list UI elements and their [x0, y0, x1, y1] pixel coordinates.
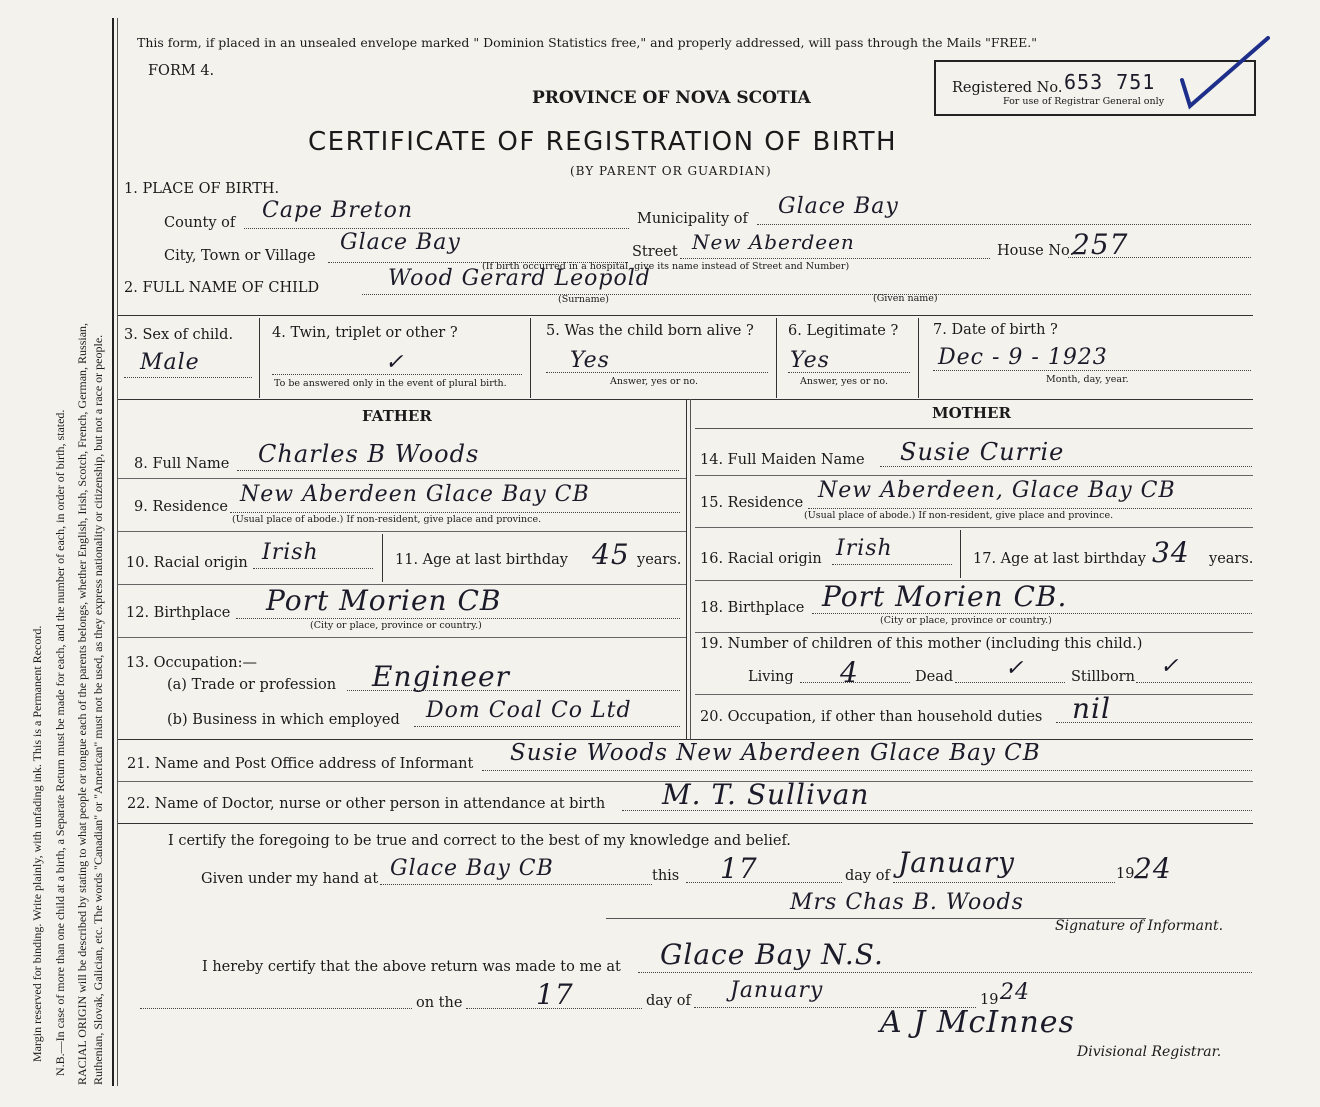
registered-number: 653 751	[1064, 70, 1156, 94]
mother-birthplace-line	[812, 613, 1252, 614]
return-year-prefix: 19	[980, 992, 999, 1008]
day-of-label: day of	[845, 868, 890, 884]
father-name-line	[237, 470, 679, 471]
rule-m19	[695, 694, 1253, 695]
mother-name-value: Susie Currie	[900, 438, 1065, 466]
alive-note: Answer, yes or no.	[610, 376, 699, 387]
county-value: Cape Breton	[262, 198, 414, 223]
stillborn-value: ✓	[1160, 654, 1180, 679]
mother-age-value: 34	[1152, 536, 1190, 569]
stillborn-label: Stillborn	[1071, 669, 1135, 685]
mother-occupation-value: nil	[1072, 692, 1111, 725]
surname-note: (Surname)	[558, 294, 609, 305]
father-years-label: years.	[637, 552, 682, 568]
return-day-of-label: day of	[646, 993, 691, 1009]
dob-note: Month, day, year.	[1046, 374, 1129, 385]
county-line	[244, 228, 629, 229]
father-age-label: 11. Age at last birthday	[395, 552, 568, 568]
child-name-line	[362, 294, 1251, 295]
rule-f8	[118, 478, 686, 479]
divider-m16	[960, 530, 961, 578]
mother-occupation-label: 20. Occupation, if other than household duties	[700, 709, 1043, 725]
sex-value: Male	[140, 350, 200, 375]
registered-label: Registered No.	[952, 80, 1063, 96]
return-month-value: January	[730, 978, 824, 1003]
father-birthplace-note: (City or place, province or country.)	[310, 620, 482, 631]
margin-note-2: N.B.—In case of more than one child at a birth, a Separate Return must be made for each, and the number of each, in order of birth, stated.	[53, 409, 67, 1076]
father-birthplace-line	[236, 618, 680, 619]
mother-years-label: years.	[1209, 551, 1254, 567]
return-day-value: 17	[536, 978, 574, 1011]
city-label: City, Town or Village	[164, 248, 316, 264]
day-value: 17	[720, 852, 758, 885]
municipality-label: Municipality of	[637, 211, 748, 227]
street-line	[680, 258, 990, 259]
given-label: Given under my hand at	[201, 871, 379, 887]
return-place-line	[638, 972, 1252, 973]
given-name-note: (Given name)	[873, 293, 938, 304]
rule-top-grid	[118, 315, 1253, 316]
street-value: New Aberdeen	[692, 230, 855, 254]
father-age-value: 45	[592, 538, 630, 571]
father-trade-value: Engineer	[372, 660, 510, 693]
divider-5	[776, 318, 777, 398]
rule-m14	[695, 475, 1253, 476]
father-name-value: Charles B Woods	[258, 440, 480, 468]
given-place-line	[380, 884, 652, 885]
living-label: Living	[748, 669, 794, 685]
alive-value: Yes	[570, 348, 610, 373]
doctor-label: 22. Name of Doctor, nurse or other person in attendance at birth	[127, 796, 606, 812]
legitimate-value: Yes	[790, 348, 830, 373]
certify-statement: I certify the foregoing to be true and correct to the best of my knowledge and belief.	[168, 833, 791, 849]
on-the-label: on the	[416, 995, 463, 1011]
return-year-value: 24	[1000, 980, 1030, 1005]
twin-label: 4. Twin, triplet or other ?	[272, 325, 458, 341]
divider-4	[530, 318, 531, 398]
signature-label: Signature of Informant.	[1055, 918, 1224, 934]
dob-value: Dec - 9 - 1923	[938, 345, 1108, 370]
day-line	[686, 882, 842, 883]
twin-note: To be answered only in the event of plural birth.	[274, 378, 507, 389]
street-label: Street	[632, 244, 678, 260]
rule-m18	[695, 632, 1253, 633]
municipality-value: Glace Bay	[778, 194, 899, 219]
child-name-value: Wood Gerard Leopold	[388, 266, 651, 291]
dob-label: 7. Date of birth ?	[933, 322, 1058, 338]
mother-racial-line	[832, 564, 952, 565]
check-mark-icon	[1178, 32, 1278, 112]
city-value: Glace Bay	[340, 230, 461, 255]
house-label: House No.	[997, 243, 1075, 259]
binding-rule-inner	[117, 18, 118, 1086]
father-birthplace-label: 12. Birthplace	[126, 605, 231, 621]
hospital-note: (If birth occurred in a hospital, give its name instead of Street and Number)	[482, 261, 850, 272]
margin-note-3: RACIAL ORIGIN will be described by stating to what people or tongue each of the parents belongs, whether English, Irish, Scotch, French, German, Russian,	[75, 322, 89, 1085]
dead-value: ✓	[1005, 656, 1025, 681]
father-residence-label: 9. Residence	[134, 499, 228, 515]
father-business-line	[414, 726, 680, 727]
father-residence-line	[230, 512, 680, 513]
legitimate-line	[788, 372, 910, 373]
month-line	[893, 882, 1115, 883]
year-value: 24	[1134, 852, 1172, 885]
legitimate-note: Answer, yes or no.	[800, 376, 889, 387]
father-name-label: 8. Full Name	[134, 456, 230, 472]
stillborn-line	[1136, 682, 1252, 683]
province-heading: PROVINCE OF NOVA SCOTIA	[532, 88, 811, 108]
county-label: County of	[164, 215, 236, 231]
parents-divider	[686, 399, 687, 739]
twin-value: ✓	[385, 350, 405, 375]
mother-children-label: 19. Number of children of this mother (including this child.)	[700, 636, 1143, 652]
month-value: January	[898, 846, 1015, 879]
mother-residence-note: (Usual place of abode.) If non-resident, give place and province.	[804, 510, 1114, 521]
registrar-label: Divisional Registrar.	[1077, 1044, 1222, 1060]
father-residence-value: New Aberdeen Glace Bay CB	[240, 482, 590, 507]
mother-residence-line	[808, 508, 1252, 509]
sex-label: 3. Sex of child.	[124, 327, 234, 343]
father-occupation-label: 13. Occupation:—	[126, 655, 257, 671]
certificate-subtitle: (BY PARENT OR GUARDIAN)	[570, 164, 772, 178]
informant-signature: Mrs Chas B. Woods	[790, 890, 1024, 915]
mother-birthplace-note: (City or place, province or country.)	[880, 615, 1052, 626]
mother-residence-value: New Aberdeen, Glace Bay CB	[818, 478, 1176, 503]
father-trade-label: (a) Trade or profession	[167, 677, 337, 693]
informant-line	[482, 770, 1252, 771]
return-lead-line	[140, 1008, 412, 1009]
margin-note-1: Margin reserved for binding. Write plainly, with unfading ink. This is a Permanent Record.	[30, 625, 44, 1062]
informant-label: 21. Name and Post Office address of Informant	[127, 756, 474, 772]
divider-6	[918, 318, 919, 398]
rule-mother-heading	[695, 428, 1253, 429]
mother-racial-label: 16. Racial origin	[700, 551, 822, 567]
rule-f12	[118, 637, 686, 638]
dead-label: Dead	[915, 669, 954, 685]
rule-m15	[695, 527, 1253, 528]
divider-3	[259, 318, 260, 398]
mother-birthplace-value: Port Morien CB.	[822, 580, 1068, 613]
father-residence-note: (Usual place of abode.) If non-resident, give place and province.	[232, 514, 542, 525]
form-number: FORM 4.	[148, 63, 215, 79]
informant-value: Susie Woods New Aberdeen Glace Bay CB	[510, 740, 1041, 766]
this-label: this	[652, 868, 680, 884]
dead-line	[955, 682, 1065, 683]
mother-birthplace-label: 18. Birthplace	[700, 600, 805, 616]
registrar-note: For use of Registrar General only	[1003, 96, 1165, 107]
rule-22	[118, 823, 1253, 824]
alive-line	[546, 372, 768, 373]
mother-racial-value: Irish	[836, 536, 893, 561]
father-heading: FATHER	[362, 407, 432, 425]
mother-age-label: 17. Age at last birthday	[973, 551, 1146, 567]
mother-heading: MOTHER	[932, 404, 1011, 422]
father-racial-line	[253, 568, 373, 569]
sex-line	[124, 377, 252, 378]
certificate-title: CERTIFICATE OF REGISTRATION OF BIRTH	[308, 127, 898, 157]
margin-note-4: Ruthenian, Slovak, Galician, etc. The words "Canadian" or "American" must not be used, as they express nationality or citizenship, but not a race or people.	[91, 334, 105, 1085]
mail-notice: This form, if placed in an unsealed envelope marked " Dominion Statistics free," and properly addressed, will pass through the Mails "FREE."	[137, 35, 1037, 50]
registrar-signature: A J McInnes	[880, 1005, 1075, 1040]
return-place-value: Glace Bay N.S.	[660, 938, 884, 971]
mother-name-line	[880, 466, 1252, 467]
mother-name-label: 14. Full Maiden Name	[700, 452, 865, 468]
dob-line	[933, 370, 1251, 371]
father-racial-label: 10. Racial origin	[126, 555, 248, 571]
house-value: 257	[1072, 228, 1129, 261]
father-birthplace-value: Port Morien CB	[266, 584, 502, 617]
year-prefix: 19	[1116, 866, 1135, 882]
father-racial-value: Irish	[262, 540, 319, 565]
twin-line	[272, 374, 522, 375]
mother-residence-label: 15. Residence	[700, 495, 804, 511]
living-value: 4	[840, 656, 859, 689]
parents-divider-2	[690, 399, 691, 739]
rule-f9	[118, 531, 686, 532]
legitimate-label: 6. Legitimate ?	[788, 323, 899, 339]
municipality-line	[757, 224, 1251, 225]
father-business-label: (b) Business in which employed	[167, 712, 400, 728]
doctor-value: M. T. Sullivan	[662, 778, 870, 811]
given-place-value: Glace Bay CB	[390, 856, 554, 881]
binding-rule	[112, 18, 114, 1086]
father-business-value: Dom Coal Co Ltd	[426, 698, 632, 723]
child-name-label: 2. FULL NAME OF CHILD	[124, 280, 320, 296]
return-label: I hereby certify that the above return was made to me at	[202, 959, 621, 975]
place-of-birth-heading: 1. PLACE OF BIRTH.	[124, 181, 280, 197]
alive-label: 5. Was the child born alive ?	[546, 323, 754, 339]
divider-f10	[382, 534, 383, 582]
